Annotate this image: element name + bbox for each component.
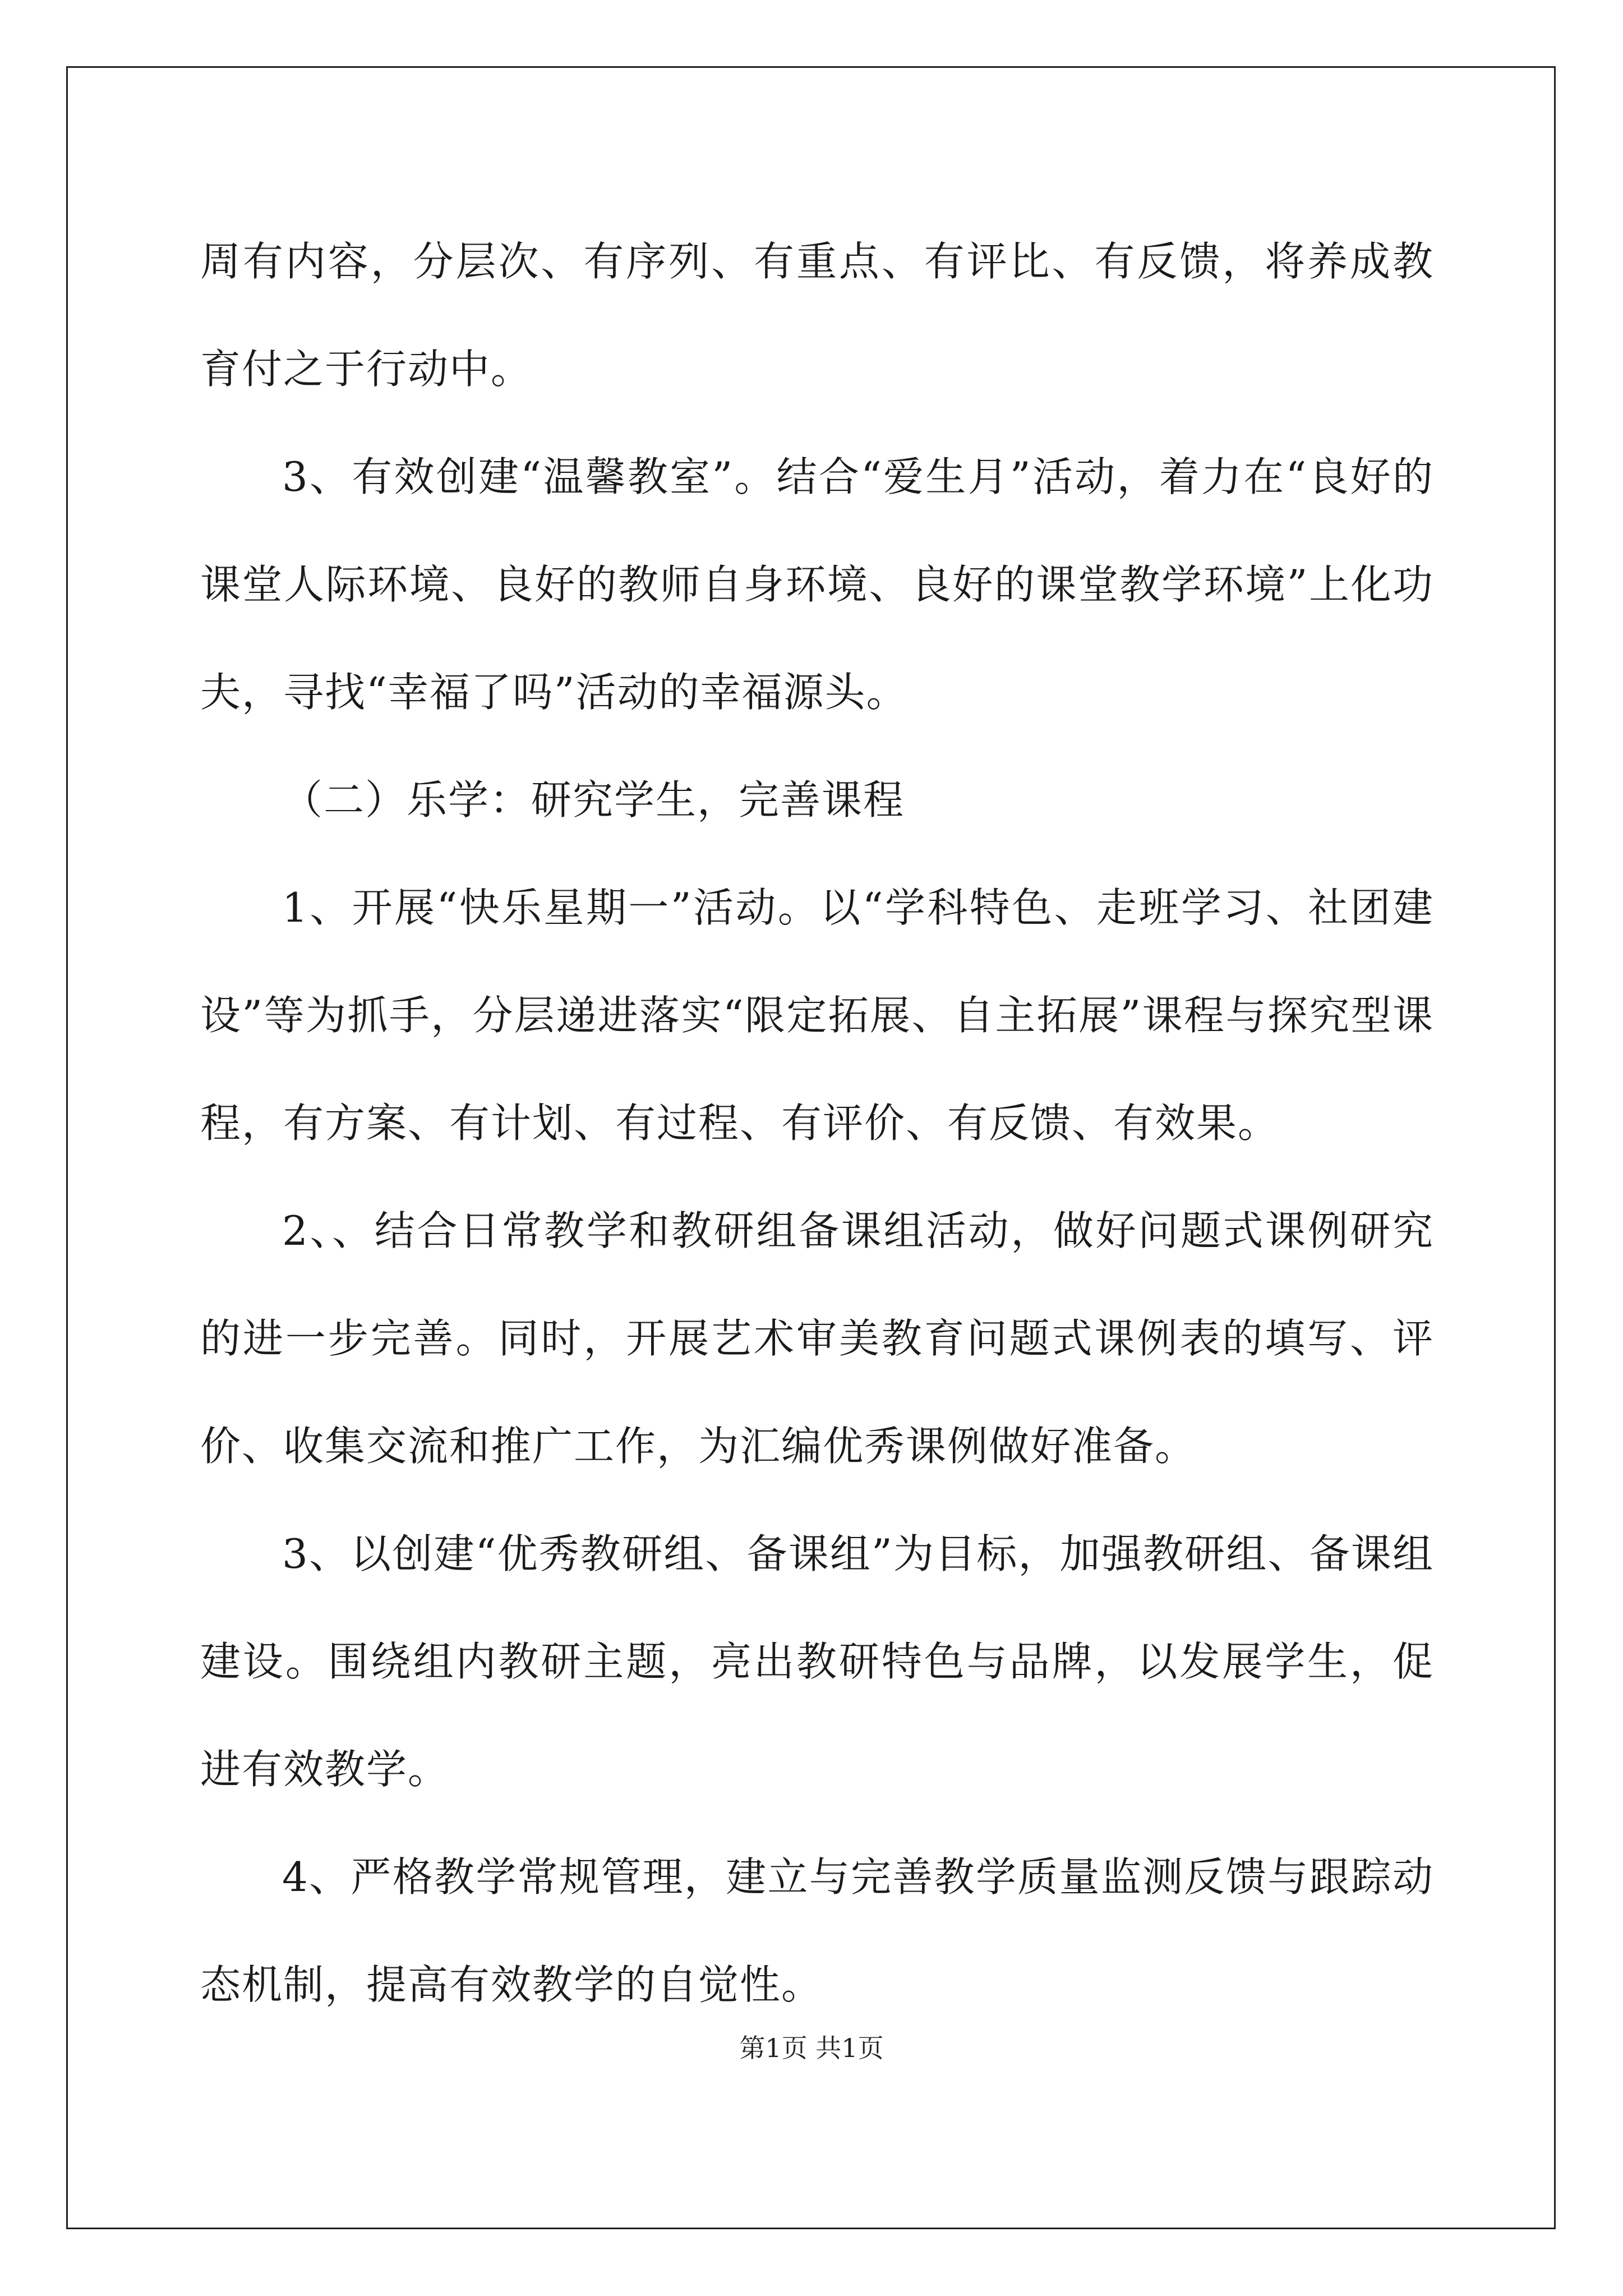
paragraph-item-3-teaching-groups: 3、以创建“优秀教研组、备课组”为目标，加强教研组、备课组建设。围绕组内教研主题，亮出教研特色与品牌，以发展学生，促进有效教学。 [200,1530,1434,1793]
paragraph-continuation: 周有内容，分层次、有序列、有重点、有评比、有反馈，将养成教育付之于行动中。 [200,238,1434,393]
paragraph-item-3-warm-classroom: 3、有效创建“温馨教室”。结合“爱生月”活动，着力在“良好的课堂人际环境、良好的教师自身环境、良好的课堂教学环境”上化功夫，寻找“幸福了吗”活动的幸福源头。 [200,453,1434,716]
paragraph-item-4-teaching-routine: 4、严格教学常规管理，建立与完善教学质量监测反馈与跟踪动态机制，提高有效教学的自觉性。 [200,1853,1434,2008]
section-heading-lexue: （二）乐学：研究学生，完善课程 [282,776,905,823]
paragraph-item-1-happy-monday: 1、开展“快乐星期一”活动。以“学科特色、走班学习、社团建设”等为抓手，分层递进落实“限定拓展、自主拓展”课程与探究型课程，有方案、有计划、有过程、有评价、有反馈、有效果。 [200,884,1434,1147]
document-body [200,208,1434,2039]
paragraph-item-2-lesson-study: 2、、结合日常教学和教研组备课组活动，做好问题式课例研究的进一步完善。同时，开展艺术审美教育问题式课例表的填写、评价、收集交流和推广工作，为汇编优秀课例做好准备。 [200,1207,1434,1470]
page-number-footer: 第1页 共1页 [739,2033,884,2063]
